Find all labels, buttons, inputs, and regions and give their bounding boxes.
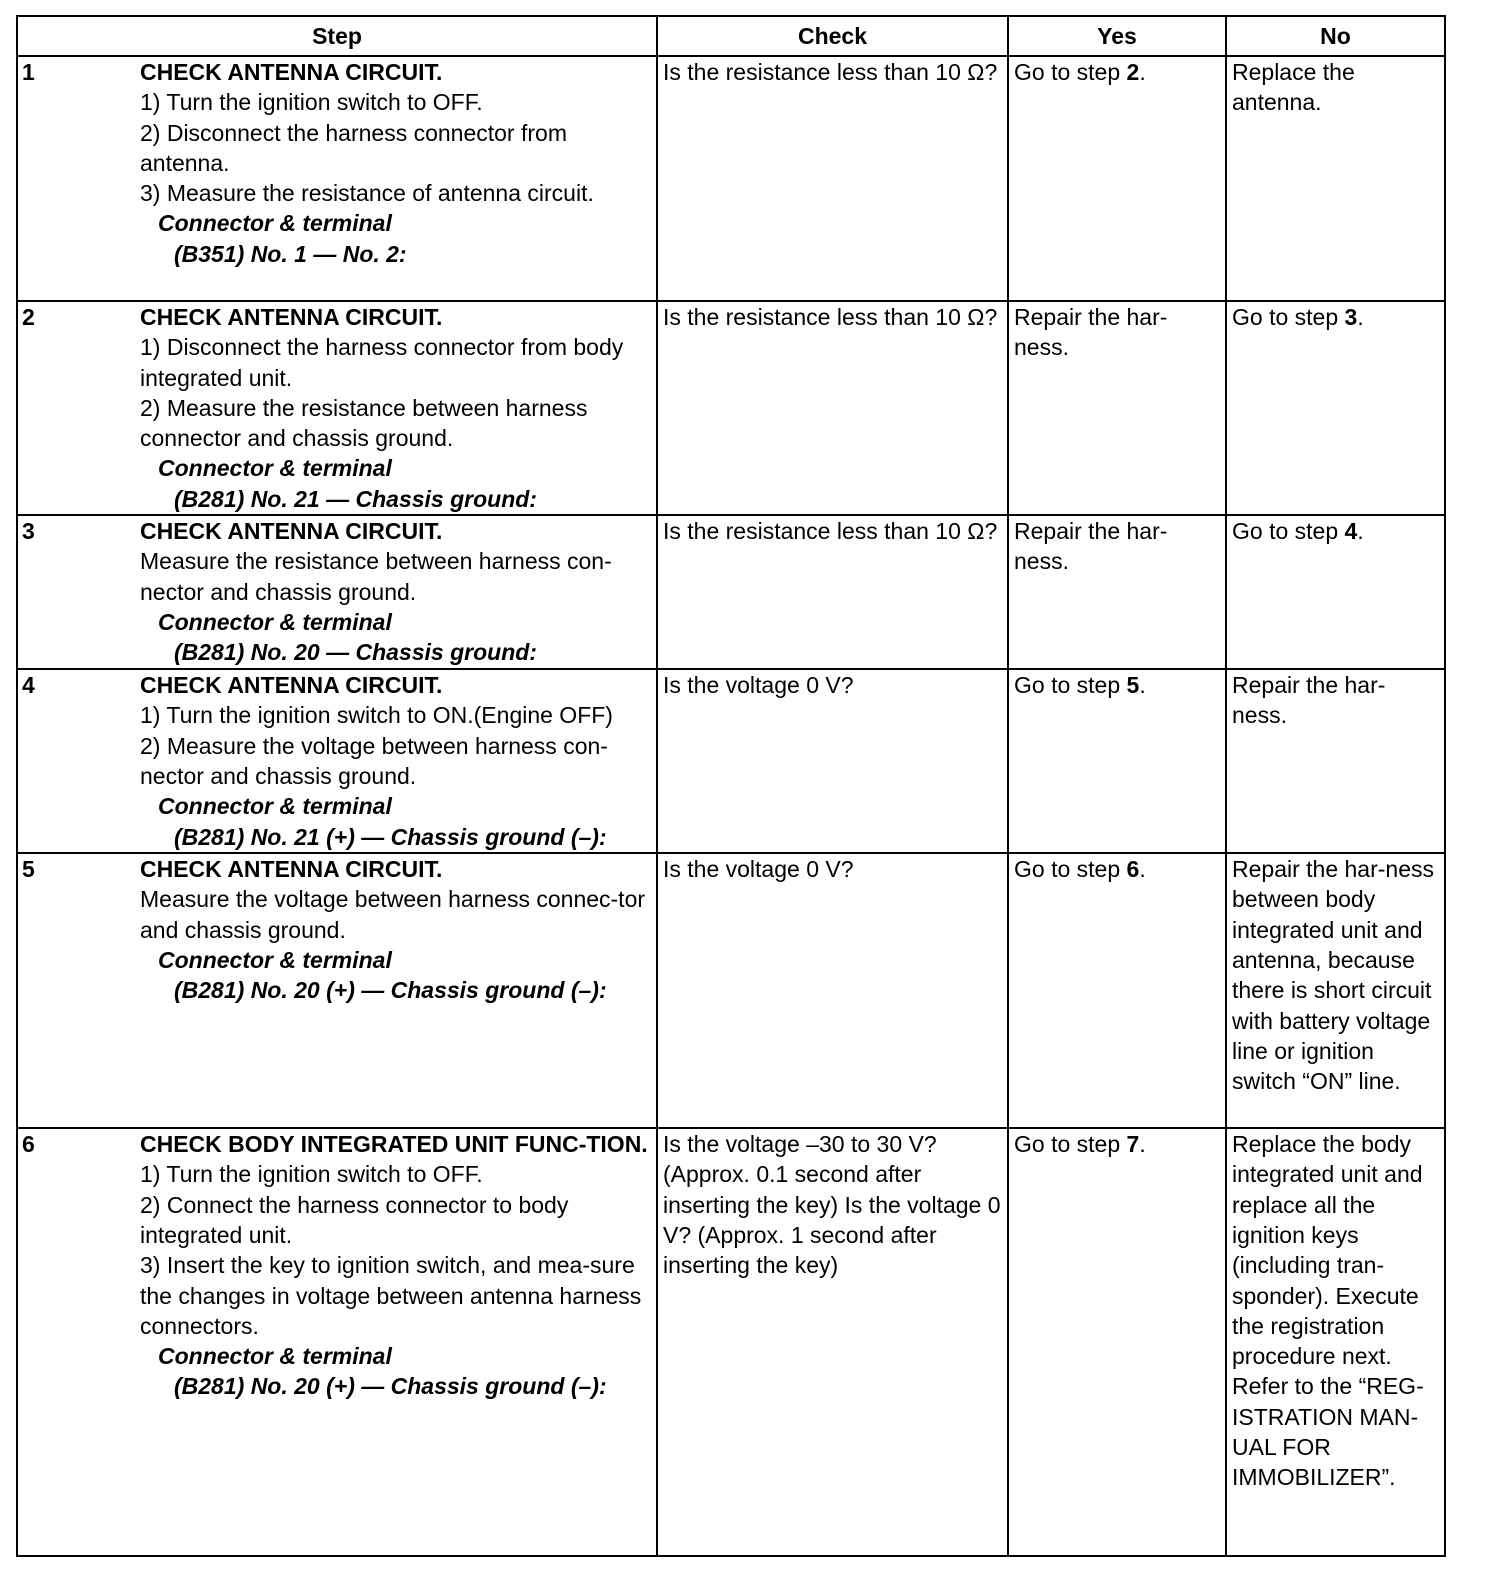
step-instruction: Measure the voltage between harness connec-tor and chassis ground. (140, 886, 646, 943)
no-step-ref: 4 (1344, 518, 1358, 545)
yes-cell (1008, 1128, 1226, 1556)
step-cell (17, 56, 657, 301)
step-number: 6 (22, 1131, 35, 1158)
check-text: Is the resistance less than 10 Ω? (663, 304, 998, 330)
step-title: CHECK ANTENNA CIRCUIT. (140, 856, 443, 883)
terminal-spec: (B281) No. 21 — Chassis ground: (174, 485, 537, 512)
step-instruction: 2) Measure the voltage between harness con-nector and chassis ground. (140, 732, 608, 789)
check-cell (657, 1128, 1008, 1556)
no-cell (1226, 1128, 1445, 1556)
check-cell (657, 301, 1008, 515)
yes-text: Go to step (1014, 672, 1127, 699)
step-instruction: 2) Measure the resistance between harness connector and chassis ground. (140, 394, 588, 452)
diagnostic-table (16, 15, 1446, 1557)
yes-text-end: . (1139, 59, 1146, 85)
header-no: No (1226, 16, 1445, 56)
no-text: Go to step (1232, 518, 1345, 545)
table-row (17, 853, 1445, 1128)
table-row (17, 56, 1445, 301)
step-cell (17, 301, 657, 515)
check-cell (657, 669, 1008, 853)
terminal-spec: (B281) No. 20 — Chassis ground: (174, 639, 537, 666)
header-row (17, 16, 1445, 56)
yes-cell (1008, 56, 1226, 301)
yes-text: Go to step (1014, 59, 1127, 85)
step-cell (17, 515, 657, 669)
step-title: CHECK ANTENNA CIRCUIT. (140, 672, 443, 699)
terminal-spec: (B281) No. 20 (+) — Chassis ground (–): (174, 977, 607, 1004)
connector-label: Connector & terminal (158, 210, 392, 237)
step-instruction: 1) Turn the ignition switch to ON.(Engine OFF) (140, 702, 613, 729)
step-instruction: 1) Turn the ignition switch to OFF. (140, 1161, 483, 1188)
yes-step-ref: 7 (1126, 1131, 1140, 1158)
no-cell (1226, 669, 1445, 853)
yes-cell (1008, 853, 1226, 1128)
yes-text: Go to step (1014, 856, 1127, 883)
no-cell (1226, 56, 1445, 301)
table-row (17, 515, 1445, 669)
table-row (17, 1128, 1445, 1556)
no-cell (1226, 301, 1445, 515)
connector-label: Connector & terminal (158, 793, 392, 820)
check-cell (657, 56, 1008, 301)
step-number: 1 (22, 59, 35, 85)
yes-text: Repair the har-ness. (1014, 304, 1168, 361)
no-text: Repair the har-ness. (1232, 672, 1386, 729)
step-instruction: Measure the resistance between harness con-nector and chassis ground. (140, 548, 612, 605)
header-yes: Yes (1008, 16, 1226, 56)
terminal-spec: (B281) No. 20 (+) — Chassis ground (–): (174, 1373, 607, 1400)
no-text-end: . (1357, 304, 1364, 330)
header-step: Step (17, 16, 657, 56)
step-cell (17, 1128, 657, 1556)
check-cell (657, 515, 1008, 669)
yes-text: Go to step (1014, 1131, 1127, 1158)
yes-cell (1008, 515, 1226, 669)
yes-step-ref: 6 (1126, 856, 1140, 883)
step-instruction: 2) Connect the harness connector to body integrated unit. (140, 1191, 569, 1248)
step-title: CHECK ANTENNA CIRCUIT. (140, 518, 443, 545)
step-number: 2 (22, 304, 35, 330)
check-text: Is the voltage 0 V? (663, 672, 854, 699)
step-cell (17, 669, 657, 853)
check-text: Is the resistance less than 10 Ω? (663, 59, 998, 85)
step-title: CHECK ANTENNA CIRCUIT. (140, 59, 443, 85)
connector-label: Connector & terminal (158, 608, 392, 635)
table-row (17, 301, 1445, 515)
step-number: 5 (22, 856, 35, 883)
no-cell (1226, 515, 1445, 669)
no-step-ref: 3 (1344, 304, 1358, 330)
step-instruction: 3) Measure the resistance of antenna circuit. (140, 180, 594, 207)
yes-text-end: . (1139, 672, 1146, 699)
check-text: Is the voltage –30 to 30 V? (Approx. 0.1 second after inserting the key) Is the voltage 0 V? (Approx. 1 second after inserting the key) (663, 1131, 1001, 1279)
step-instruction: 1) Turn the ignition switch to OFF. (140, 89, 483, 116)
yes-text-end: . (1139, 856, 1146, 883)
terminal-spec: (B351) No. 1 — No. 2: (174, 240, 407, 267)
connector-label: Connector & terminal (158, 455, 392, 482)
check-text: Is the voltage 0 V? (663, 856, 854, 883)
step-instruction: 3) Insert the key to ignition switch, and mea-sure the changes in voltage between antenna harness connectors. (140, 1252, 642, 1339)
connector-label: Connector & terminal (158, 1343, 392, 1370)
no-text-end: . (1357, 518, 1364, 545)
no-cell (1226, 853, 1445, 1128)
yes-text: Repair the har-ness. (1014, 518, 1168, 575)
table-body (17, 56, 1445, 1556)
step-instruction: 1) Disconnect the harness connector from body integrated unit. (140, 334, 624, 391)
no-text: Replace the antenna. (1232, 59, 1355, 116)
connector-label: Connector & terminal (158, 946, 392, 973)
yes-step-ref: 2 (1126, 59, 1140, 85)
header-check: Check (657, 16, 1008, 56)
check-text: Is the resistance less than 10 Ω? (663, 518, 998, 545)
check-cell (657, 853, 1008, 1128)
yes-text-end: . (1139, 1131, 1146, 1158)
no-text: Repair the har-ness between body integrated unit and antenna, because there is short circuit with battery voltage line or ignition switch “ON” line. (1232, 856, 1434, 1095)
step-title: CHECK BODY INTEGRATED UNIT FUNC-TION. (140, 1131, 648, 1158)
yes-cell (1008, 669, 1226, 853)
step-title: CHECK ANTENNA CIRCUIT. (140, 304, 443, 330)
yes-step-ref: 5 (1126, 672, 1140, 699)
step-number: 4 (22, 672, 35, 699)
no-text: Go to step (1232, 304, 1345, 330)
step-instruction: 2) Disconnect the harness connector from antenna. (140, 119, 567, 176)
step-number: 3 (22, 518, 35, 545)
table-row (17, 669, 1445, 853)
terminal-spec: (B281) No. 21 (+) — Chassis ground (–): (174, 823, 607, 850)
no-text: Replace the body integrated unit and replace all the ignition keys (including tran-sponder). Execute the registration procedure next. Refer to the “REG-ISTRATION MAN-UAL FOR IMMOBILIZER”. (1232, 1131, 1424, 1491)
step-cell (17, 853, 657, 1128)
yes-cell (1008, 301, 1226, 515)
